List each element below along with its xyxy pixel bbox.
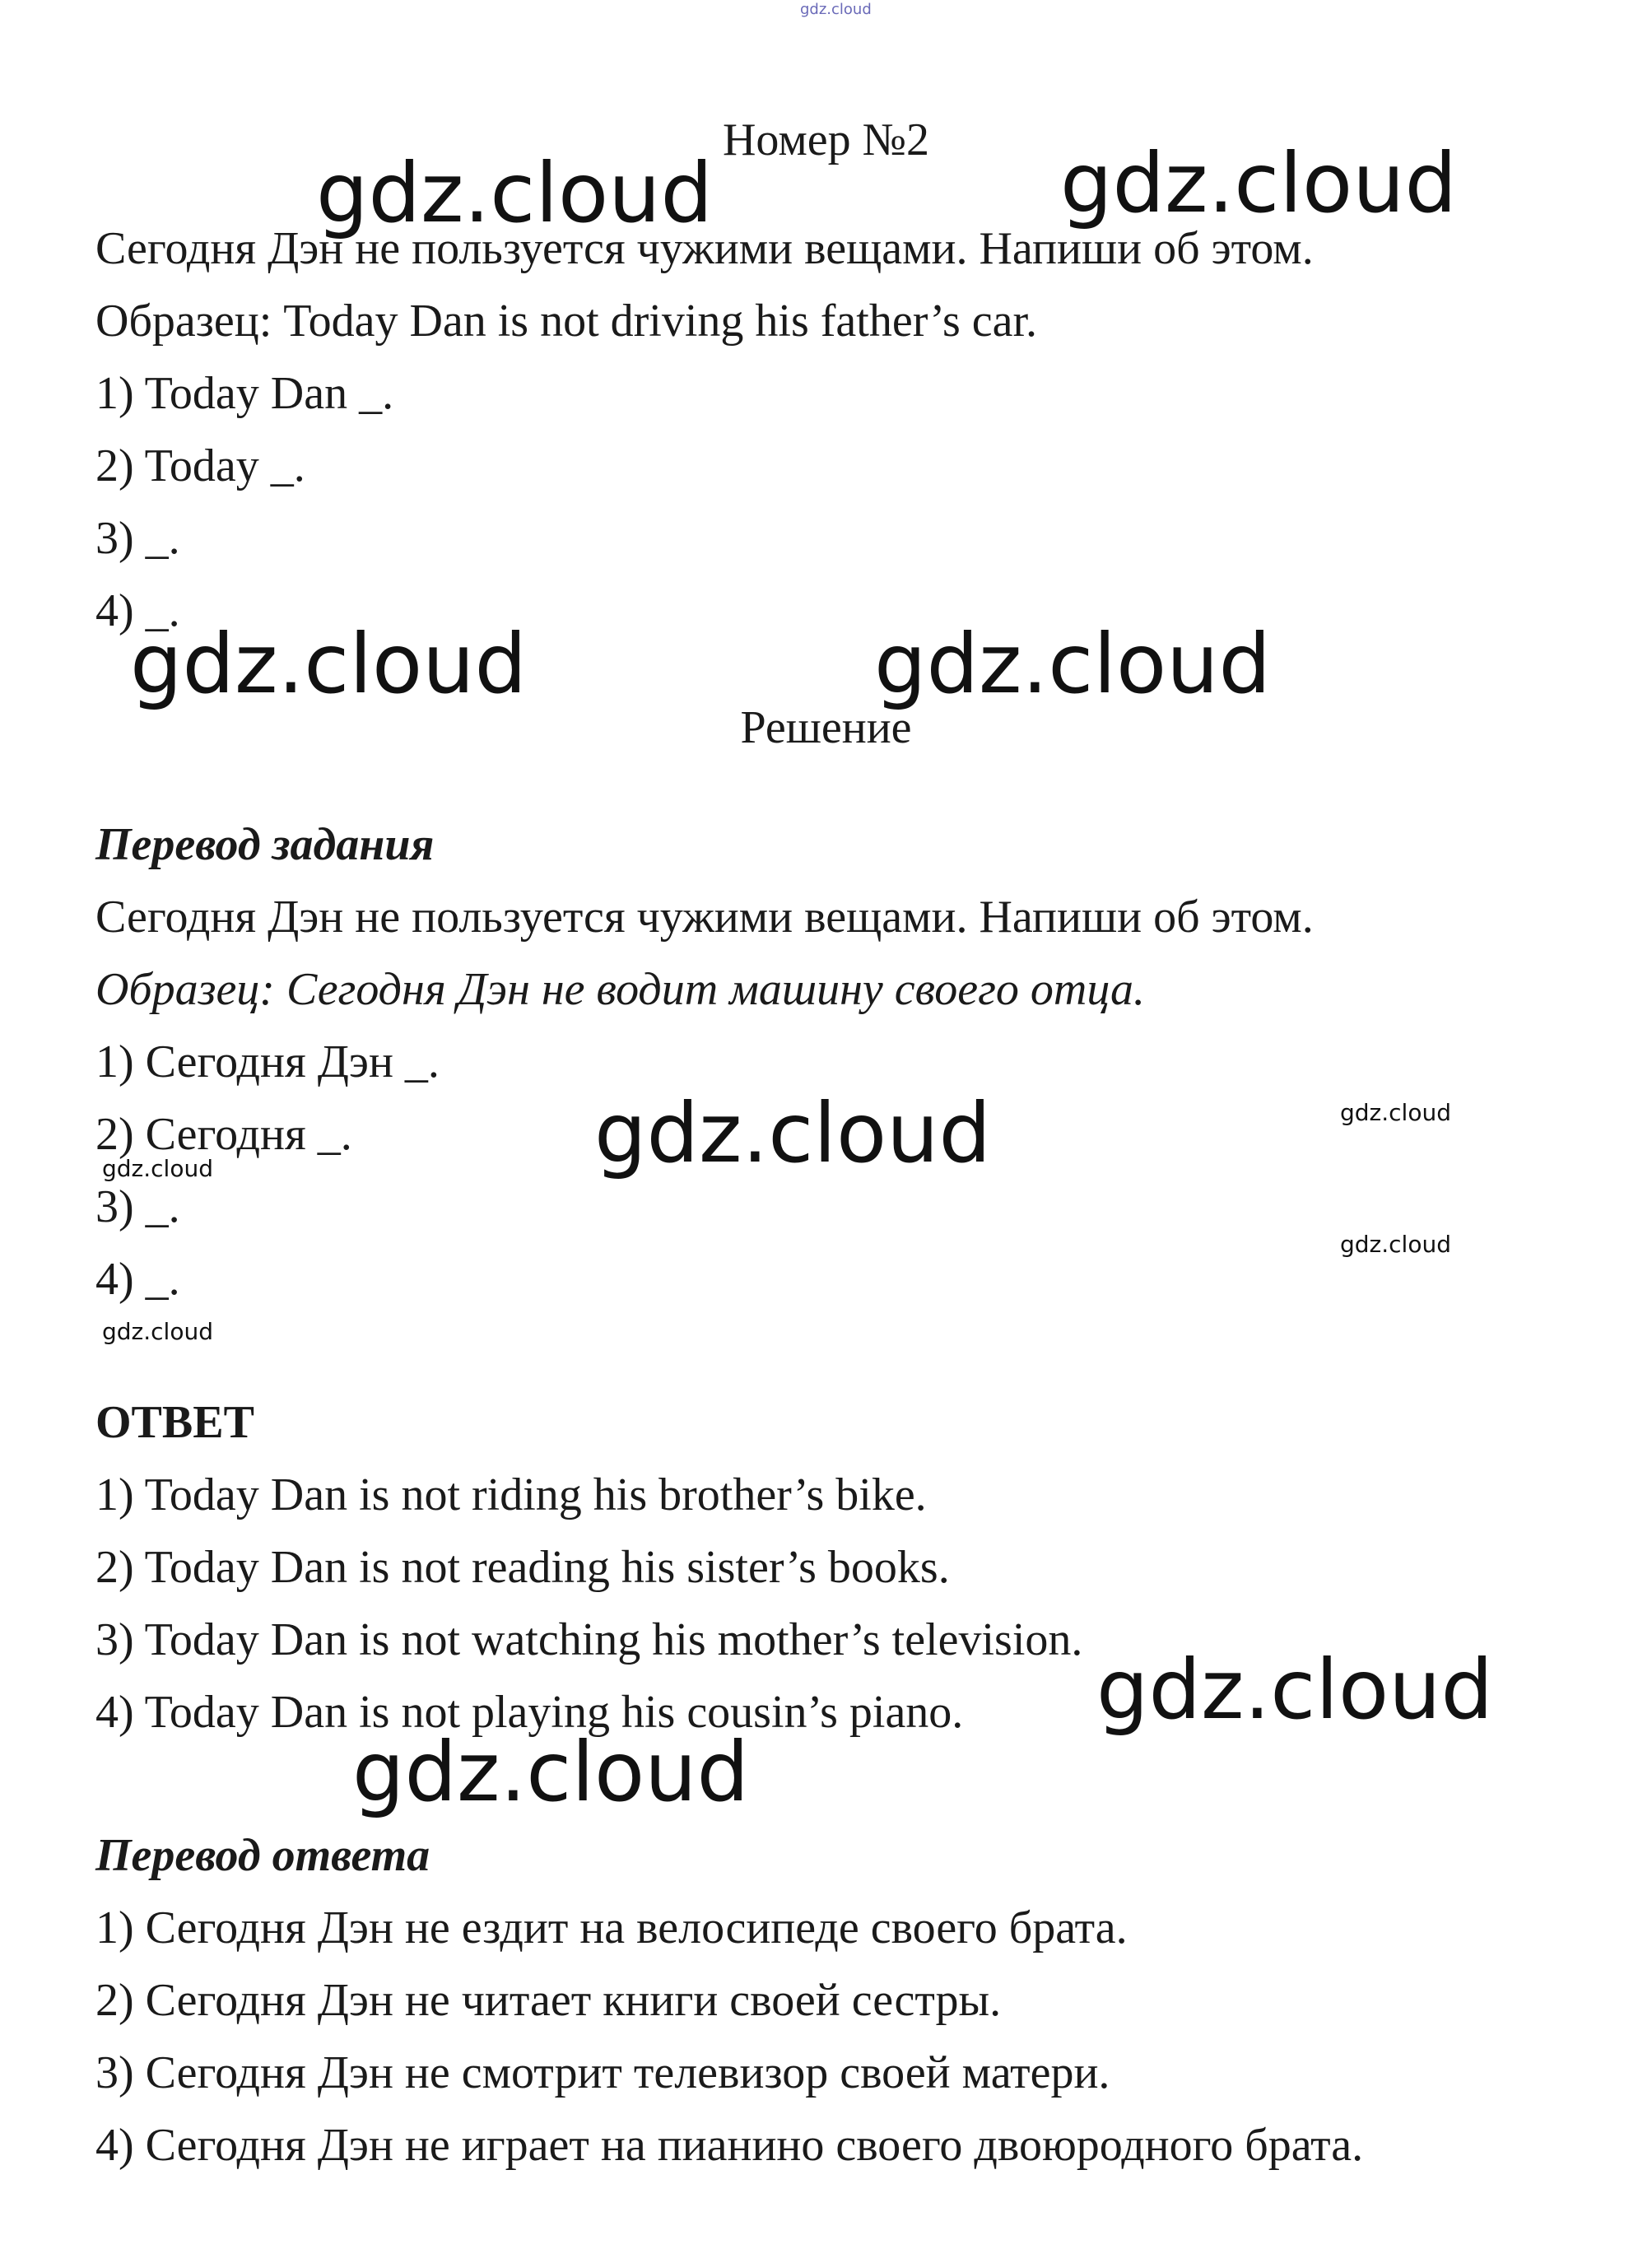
- watermark: gdz.cloud: [316, 145, 714, 241]
- watermark-small: gdz.cloud: [1340, 1231, 1451, 1258]
- watermark-small: gdz.cloud: [102, 1318, 213, 1345]
- task-translation-item: 2) Сегодня _.: [95, 1109, 352, 1160]
- watermark: gdz.cloud: [352, 1724, 750, 1820]
- task-translation-instruction: Сегодня Дэн не пользуется чужими вещами. Напиши об этом.: [95, 892, 1314, 943]
- watermark: gdz.cloud: [594, 1085, 992, 1181]
- task-example: Образец: Today Dan is not driving his father’s car.: [95, 296, 1038, 347]
- solution-label: Решение: [740, 702, 912, 753]
- watermark: gdz.cloud: [1096, 1641, 1494, 1738]
- answer-item: 2) Today Dan is not reading his sister’s books.: [95, 1542, 950, 1593]
- task-translation-item: 3) _.: [95, 1181, 180, 1232]
- watermark-small: gdz.cloud: [1340, 1099, 1451, 1126]
- answer-translation-heading: Перевод ответа: [95, 1830, 430, 1881]
- task-item: 3) _.: [95, 513, 180, 564]
- answer-item: 4) Today Dan is not playing his cousin’s piano.: [95, 1687, 964, 1738]
- answer-translation-item: 1) Сегодня Дэн не ездит на велосипеде своего брата.: [95, 1902, 1128, 1953]
- watermark: gdz.cloud: [130, 616, 528, 712]
- page-title: Номер №2: [722, 114, 930, 165]
- answer-item: 1) Today Dan is not riding his brother’s bike.: [95, 1469, 927, 1520]
- task-instruction: Сегодня Дэн не пользуется чужими вещами. Напиши об этом.: [95, 223, 1314, 274]
- watermark-small: gdz.cloud: [102, 1155, 213, 1182]
- task-item: 1) Today Dan _.: [95, 368, 394, 419]
- answer-translation-item: 3) Сегодня Дэн не смотрит телевизор своей матери.: [95, 2047, 1110, 2098]
- header-watermark: gdz.cloud: [800, 1, 872, 18]
- answer-translation-item: 2) Сегодня Дэн не читает книги своей сестры.: [95, 1975, 1002, 2026]
- task-item: 2) Today _.: [95, 440, 305, 491]
- task-translation-item: 4) _.: [95, 1254, 180, 1305]
- answer-translation-item: 4) Сегодня Дэн не играет на пианино своего двоюродного брата.: [95, 2120, 1364, 2171]
- task-item: 4) _.: [95, 585, 180, 636]
- watermark: gdz.cloud: [1060, 135, 1458, 231]
- watermark: gdz.cloud: [874, 616, 1272, 712]
- answer-item: 3) Today Dan is not watching his mother’s television.: [95, 1614, 1083, 1665]
- task-translation-item: 1) Сегодня Дэн _.: [95, 1036, 440, 1087]
- task-translation-heading: Перевод задания: [95, 819, 435, 870]
- answer-heading: ОТВЕТ: [95, 1397, 254, 1448]
- task-translation-example: Образец: Сегодня Дэн не водит машину своего отца.: [95, 964, 1146, 1015]
